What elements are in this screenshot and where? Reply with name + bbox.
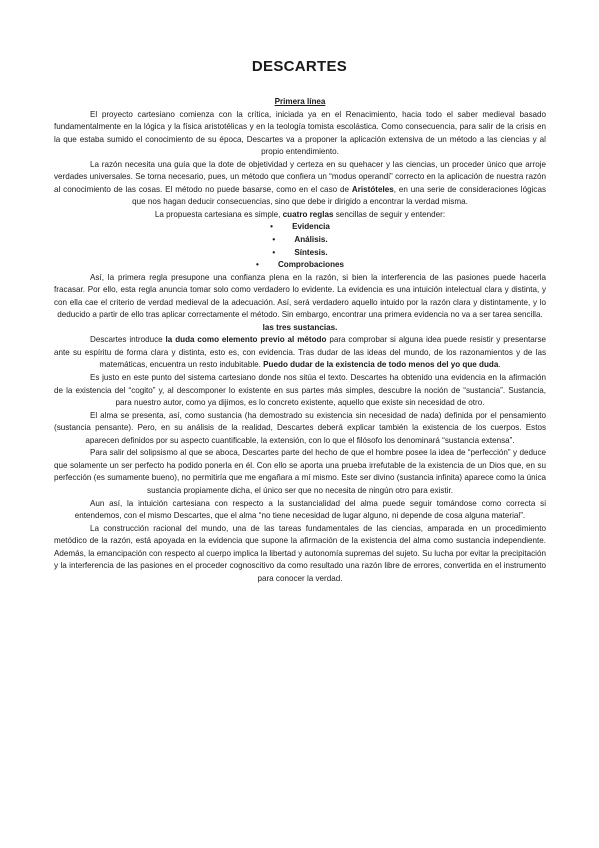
paragraph-5-text-e: . bbox=[498, 360, 501, 370]
paragraph-9: Aun así, la intuición cartesiana con respecto a la sustancialidad del alma puede seguir tomándose como correcta si entendemos, con el mismo Descartes, que el alma “no tiene necesidad de lugar alguno, ni depende de cosa alguna material”. bbox=[74, 498, 546, 521]
puedo-dudar-highlight: Puedo dudar de la existencia de todo menos del yo que duda bbox=[263, 360, 499, 370]
bullet-icon: • bbox=[272, 247, 276, 257]
rule-label: Evidencia bbox=[292, 222, 330, 232]
rule-label: Análisis. bbox=[294, 235, 328, 245]
paragraph-5-text-a: Descartes introduce bbox=[90, 335, 166, 345]
duda-highlight: la duda como elemento previo al método bbox=[165, 335, 327, 345]
paragraph-7: El alma se presenta, así, como sustancia (ha demostrado su existencia sin necesidad de nada) definida por el pensamiento (sustancia pensante). Pero, en su análisis de la realidad, Descartes deberá explicar también la existencia de los cuerpos. Estos aparecen definidos por su aspecto cuantificable, la extensión, con lo que el filósofo los denominará “sustancia extensa”. bbox=[54, 410, 546, 445]
paragraph-2-text-c: , en una serie de consideraciones lógicas que nos hagan deducir consecuencias, sino que debe ir dirigido a encontrar la verdad misma. bbox=[132, 184, 546, 207]
aristoteles-highlight: Aristóteles bbox=[351, 184, 394, 194]
paragraph-10: La construcción racional del mundo, una de las tareas fundamentales de las ciencias, amparada en un procedimiento metódico de la razón, está apoyada en la evidencia que supone la afirmación de la existencia del alma como sustancia independiente. Además, la emancipación con respecto al cuerpo implica la libertad y autonomía supremas del sujeto. Su lucha por evitar la precipitación y la interferencia de las pasiones en el proceder cognoscitivo da como resultado una razón libre de errores, convertida en el instrumento para conocer la verdad. bbox=[54, 523, 546, 583]
bullet-icon: • bbox=[270, 222, 273, 232]
paragraph-3-text-a: La propuesta cartesiana es simple, bbox=[154, 209, 283, 219]
paragraph-4: Así, la primera regla presupone una confianza plena en la razón, si bien la interferencia de las pasiones puede hacerla fracasar. Por ello, esta regla anuncia tomar solo como verdadero lo evidente. La evidencia es una intuición intelectual clara y distinta, y con ella cae el criterio de verdad medieval de la adecuación. Así, será verdadero aquello intuido por la razón clara y distintamente, y lo deducido a partir de ello tras aplicar correctamente el método. Sin embargo, encontrar una primera evidencia no va a ser tarea sencilla. bbox=[54, 272, 546, 320]
section-heading-primera-linea: Primera línea bbox=[274, 97, 326, 106]
paragraph-5-text-c: para comprobar si alguna idea puede resistir y presentarse ante su espíritu de forma clara y distinta, esto es, con evidencia. Tras dudar de las ideas del mundo, de los razonamientos y de las matemáticas, encuentra un resto indubitable. bbox=[54, 335, 546, 370]
paragraph-2-text-a: La razón necesita una guía que la dote de objetividad y certeza en su quehacer y las ciencias, un proceder único que arroje verdades universales. Se torna necesario, pues, un método que confiera un “modus operandi” correcto en la aplicación de nuestra razón al conocimiento de las cosas. El método no puede basarse, como en el caso de bbox=[54, 159, 546, 194]
cuatro-reglas-highlight: cuatro reglas bbox=[282, 209, 334, 219]
paragraph-3-text-c: sencillas de seguir y entender: bbox=[333, 209, 446, 219]
rules-list bbox=[54, 221, 546, 271]
paragraph-3 bbox=[54, 209, 546, 222]
rule-item-evidencia bbox=[54, 221, 546, 234]
document-body bbox=[54, 96, 546, 585]
bullet-icon: • bbox=[272, 235, 276, 245]
bullet-icon: • bbox=[255, 260, 259, 270]
page-title: DESCARTES bbox=[251, 58, 348, 75]
paragraph-6: Es justo en este punto del sistema cartesiano donde nos sitúa el texto. Descartes ha obtenido una evidencia en la afirmación de la existencia del “cogito” y, al descomponer lo existente en sus partes más simples, descubre la noción de “sustancia”. Sustancia, para nuestro autor, como ya dijimos, es lo concreto existente, aquello que existe sin necesidad de otro. bbox=[54, 373, 546, 408]
rule-item-analisis bbox=[54, 234, 546, 247]
paragraph-5 bbox=[54, 334, 546, 372]
rule-label: Síntesis. bbox=[294, 247, 328, 257]
section-heading-tres-sustancias: las tres sustancias. bbox=[262, 322, 338, 332]
rule-label: Comprobaciones bbox=[277, 260, 345, 270]
paragraph-8: Para salir del solipsismo al que se aboca, Descartes parte del hecho de que el hombre posee la idea de “perfección” y deduce que solamente un ser perfecto ha podido ponerla en él. Con ello se aporta una prueba irrefutable de la existencia de un Dios que, en su perfección (es sumamente bueno), no permitiría que me engañara a mí mismo. Este ser divino (sustancia infinita) aparece como la única sustancia propiamente dicha, el único ser que no necesita de ningún otro para existir. bbox=[54, 448, 546, 495]
paragraph-2 bbox=[54, 159, 546, 209]
paragraph-1: El proyecto cartesiano comienza con la crítica, iniciada ya en el Renacimiento, hacia todo el saber medieval basado fundamentalmente en la lógica y la física aristotélicas y en la teología tomista escolástica. Como consecuencia, para salir de la crisis en la que estaba sumido el conocimiento de su época, Descartes va a proponer la aplicación extensiva de un método a las ciencias y al propio entendimiento. bbox=[54, 109, 546, 157]
rule-item-sintesis bbox=[54, 247, 546, 260]
rule-item-comprobaciones bbox=[54, 259, 546, 272]
